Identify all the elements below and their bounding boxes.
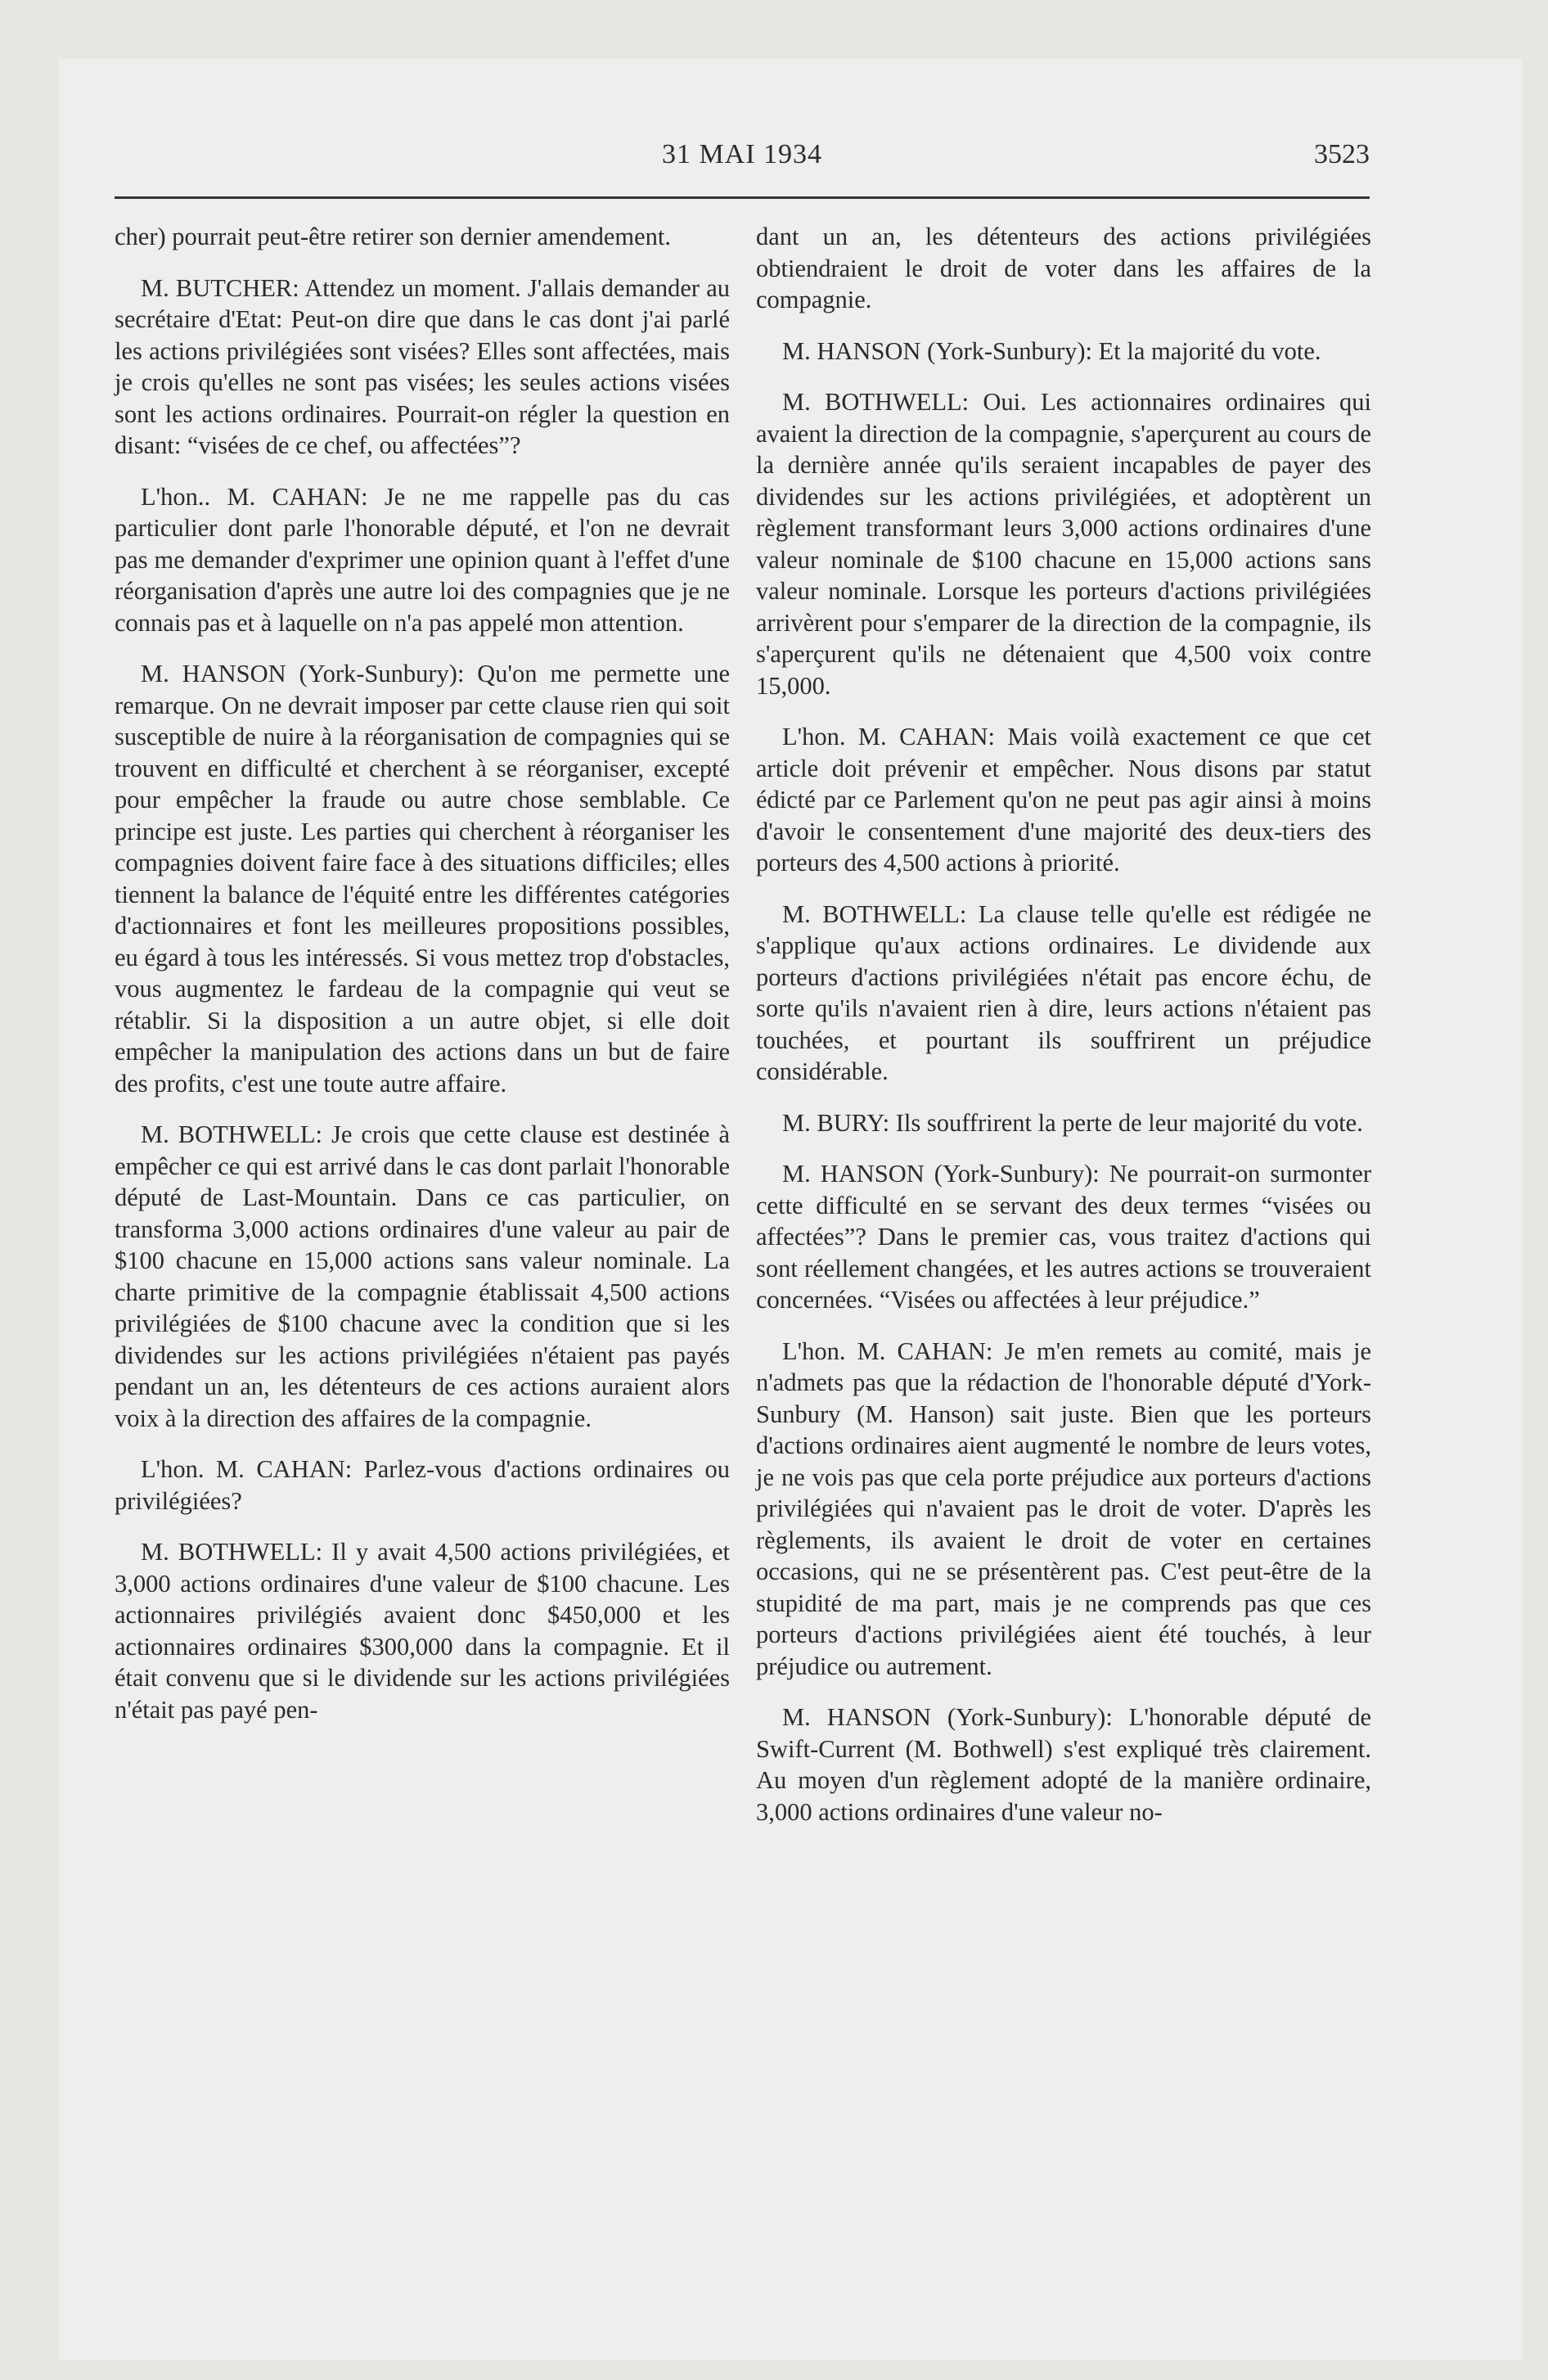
paragraph: M. HANSON (York-Sunbury): Ne pourrait-on surmonter cette difficulté en se servant des deux termes “visées ou affectées”? Dans le premier cas, vous traitez d'actions qui sont réellement changées, et les autres actions se trouveraient concernées. “Visées ou affectées à leur préjudice.” <box>756 1160 1371 1314</box>
paragraph: L'hon.. M. CAHAN: Je ne me rappelle pas du cas particulier dont parle l'honorable député, et l'on ne devrait pas me demander d'exprimer une opinion quant à l'effet d'une réorganisation d'après une autre loi des compagnies que je ne connais pas et à laquelle on n'a pas appelé mon attention. <box>115 482 730 637</box>
right-column <box>756 221 1371 1847</box>
paragraph: M. HANSON (York-Sunbury): L'honorable député de Swift-Current (M. Bothwell) s'est expliqué très clairement. Au moyen d'un règlement adopté de la manière ordinaire, 3,000 actions ordinaires d'une valeur no- <box>756 1703 1371 1826</box>
header-date: 31 MAI 1934 <box>661 139 823 169</box>
paragraph: M. BOTHWELL: Oui. Les actionnaires ordinaires qui avaient la direction de la compagnie, s'aperçurent au cours de la dernière année qu'ils seraient incapables de payer des dividendes sur les actions privilégiées, et adoptèrent un règlement transformant leurs 3,000 actions ordinaires d'une valeur nominale de $100 chacune en 15,000 actions sans valeur nominale. Lorsque les porteurs d'actions privilégiées arrivèrent pour s'emparer de la direction de la compagnie, ils s'aperçurent qu'ils ne détenaient que 4,500 voix contre 15,000. <box>756 388 1371 700</box>
paragraph: M. BURY: Ils souffrirent la perte de leur majorité du vote. <box>782 1108 1363 1137</box>
page-number: 3523 <box>1314 139 1370 169</box>
left-column <box>115 221 730 1745</box>
paragraph: M. HANSON (York-Sunbury): Et la majorité du vote. <box>782 336 1321 365</box>
paragraph: M. HANSON (York-Sunbury): Qu'on me permette une remarque. On ne devrait imposer par cette clause rien qui soit susceptible de nuire à la réorganisation de compagnies qui se trouvent en difficulté et cherchent à se réorganiser, excepté pour empêcher la fraude ou autre chose semblable. Ce principe est juste. Les parties qui cherchent à réorganiser les compagnies doivent faire face à des situations difficiles; elles tiennent la balance de l'équité entre les différentes catégories d'actionnaires et font les meilleures propositions possibles, eu égard à tous les intéressés. Si vous mettez trop d'obstacles, vous augmentez le fardeau de la compagnie qui veut se rétablir. Si la disposition a un autre objet, si elle doit empêcher la manipulation des actions dans un but de faire des profits, c'est une toute autre affaire. <box>115 660 730 1098</box>
paragraph: L'hon. M. CAHAN: Mais voilà exactement ce que cet article doit prévenir et empêcher. Nous disons par statut édicté par ce Parlement qu'on ne peut pas agir ainsi à moins d'avoir le consentement d'une majorité des deux-tiers des porteurs des 4,500 actions à priorité. <box>756 723 1371 877</box>
paragraph: dant un an, les détenteurs des actions privilégiées obtiendraient le droit de voter dans les affaires de la compagnie. <box>756 223 1371 313</box>
paragraph: cher) pourrait peut-être retirer son dernier amendement. <box>115 223 671 250</box>
header-rule <box>115 196 1370 199</box>
paragraph: M. BUTCHER: Attendez un moment. J'allais demander au secrétaire d'Etat: Peut-on dire que dans le cas dont j'ai parlé les actions privilégiées sont visées? Elles sont affectées, mais je crois qu'elles ne sont pas visées; les seules actions visées sont les actions ordinaires. Pourrait-on régler la question en disant: “visées de ce chef, ou affectées”? <box>115 273 730 459</box>
paragraph: M. BOTHWELL: Je crois que cette clause est destinée à empêcher ce qui est arrivé dans le cas dont parlait l'honorable député de Last-Mountain. Dans ce cas particulier, on transforma 3,000 actions ordinaires d'une valeur au pair de $100 chacune en 15,000 actions sans valeur nominale. La charte primitive de la compagnie établissait 4,500 actions privilégiées de $100 chacune avec la condition que si les dividendes sur les actions privilégiées n'étaient pas payés pendant un an, les détenteurs de ces actions auraient alors voix à la direction des affaires de la compagnie. <box>115 1120 730 1432</box>
paragraph: L'hon. M. CAHAN: Je m'en remets au comité, mais je n'admets pas que la rédaction de l'honorable député d'York-Sunbury (M. Hanson) sait juste. Bien que les porteurs d'actions ordinaires aient augmenté le nombre de leurs votes, je ne vois pas que cela porte préjudice aux porteurs d'actions privilégiées qui n'avaient pas le droit de voter. D'après les règlements, ils avaient le droit de voter en certaines occasions, qui ne se présentèrent pas. C'est peut-être de la stupidité de ma part, mais je ne comprends pas que ces porteurs d'actions privilégiées aient été touchés, à leur préjudice ou autrement. <box>756 1336 1371 1680</box>
paragraph: M. BOTHWELL: Il y avait 4,500 actions privilégiées, et 3,000 actions ordinaires d'une valeur de $100 chacune. Les actionnaires privilégiés avaient donc $450,000 et les actionnaires ordinaires $300,000 dans la compagnie. Et il était convenu que si le dividende sur les actions privilégiées n'était pas payé pen- <box>115 1538 730 1724</box>
paragraph: L'hon. M. CAHAN: Parlez-vous d'actions ordinaires ou privilégiées? <box>115 1455 730 1515</box>
page-header <box>115 139 1370 188</box>
paragraph: M. BOTHWELL: La clause telle qu'elle est rédigée ne s'applique qu'aux actions ordinaires. Le dividende aux porteurs d'actions privilégiées n'était pas encore échu, de sorte qu'ils n'avaient rien à dire, leurs actions n'étaient pas touchées, et pourtant ils souffrirent un préjudice considérable. <box>756 899 1371 1085</box>
